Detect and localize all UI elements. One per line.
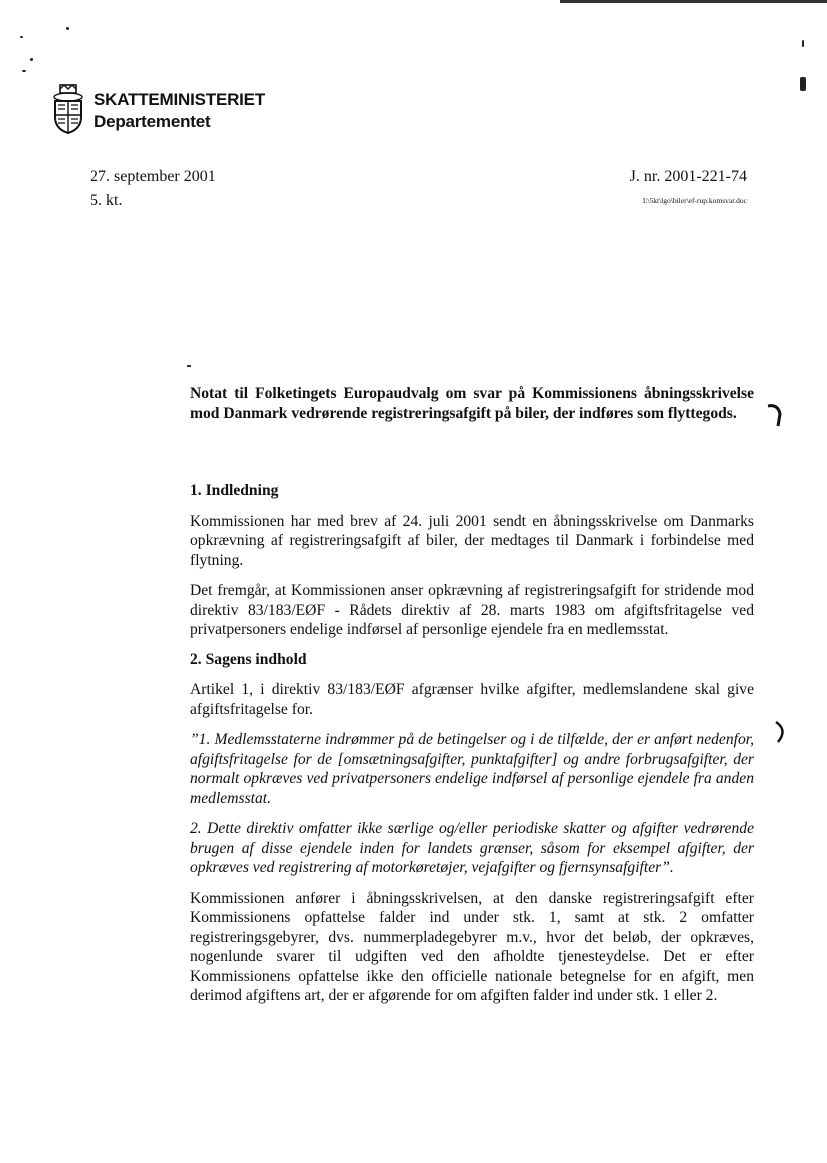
scan-speck [800,77,806,91]
department-name: Departementet [94,112,211,131]
document-date: 27. september 2001 [90,168,216,185]
paragraph: Kommissionen anfører i åbningsskrivelsen, at den danske registreringsafgift efter Kommissionens opfattelse falder ind under stk. 1, samt at stk. 2 omfatter registreringsgebyrer, dvs. nummerpladegebyrer m.v., hvor det beløb, der opkræves, nogenlunde svarer til udgiften ved den afholdte tjenesteydelse. Det er efter Kommissionens opfattelse ikke den officielle nationale betegnelse for en afgift, men derimod afgiftens art, der er afgørende for om afgiften falder ind under stk. 1 eller 2. [190,889,754,1004]
paragraph: Artikel 1, i direktiv 83/183/EØF afgrænser hvilke afgifter, medlemslandene skal give afgiftsfritagelse for. [190,681,754,718]
journal-number: J. nr. 2001-221-74 [629,168,747,185]
scan-speck [802,40,804,47]
meta-left [90,165,216,213]
document-title: Notat til Folketingets Europaudvalg om svar på Kommissionens åbningsskrivelse mod Danmark vedrørende registreringsafgift på biler, der indføres som flyttegods. [190,385,754,422]
quote-paragraph: 2. Dette direktiv omfatter ikke særlige og/eller periodiske skatter og afgifter vedrørende brugen af disse ejendele inden for landets grænser, såsom for eksempel afgifter, der opkræves ved registrering af motorkøretøjer, vejafgifter og fjernsynsafgifter”. [190,820,754,876]
section-heading-contents: 2. Sagens indhold [190,650,307,668]
scan-speck [66,27,69,30]
scan-speck [20,36,23,38]
paragraph: Kommissionen har med brev af 24. juli 2001 sendt en åbningsskrivelse om Danmarks opkrævning af registreringsafgift af biler, der medtages til Danmark i forbindelse med flytning. [190,512,754,569]
scan-edge-line [560,0,827,3]
quote-paragraph: ”1. Medlemsstaterne indrømmer på de betingelser og i de tilfælde, der er anført nedenfor, afgiftsfritagelse for de [omsætningsafgifter, punktafgifter] og andre forbrugsafgifter, der normalt opkræves ved privatpersoners endelige indførsel af personlige ejendele fra anden medlemsstat. [190,731,754,807]
office-code: 5. kt. [90,192,123,209]
margin-bracket-icon [770,718,792,746]
document-body [190,384,754,1006]
scan-speck [22,70,26,72]
coat-of-arms-icon [50,83,86,135]
file-path: I:\5kt\lgo\biler\ef-rup.komsvar.doc [642,196,747,205]
letterhead [94,89,265,133]
scan-dash [187,365,191,367]
scan-speck [30,58,33,61]
meta-right [630,165,747,208]
margin-mark-icon [766,400,786,430]
section-heading-introduction: 1. Indledning [190,482,279,499]
ministry-name: SKATTEMINISTERIET [94,90,266,109]
paragraph: Det fremgår, at Kommissionen anser opkrævning af registreringsafgift for stridende mod direktiv 83/183/EØF - Rådets direktiv af 28. marts 1983 om afgiftsfritagelse ved privatpersoners endelige indførsel af personlige ejendele fra en medlemsstat. [190,582,754,638]
